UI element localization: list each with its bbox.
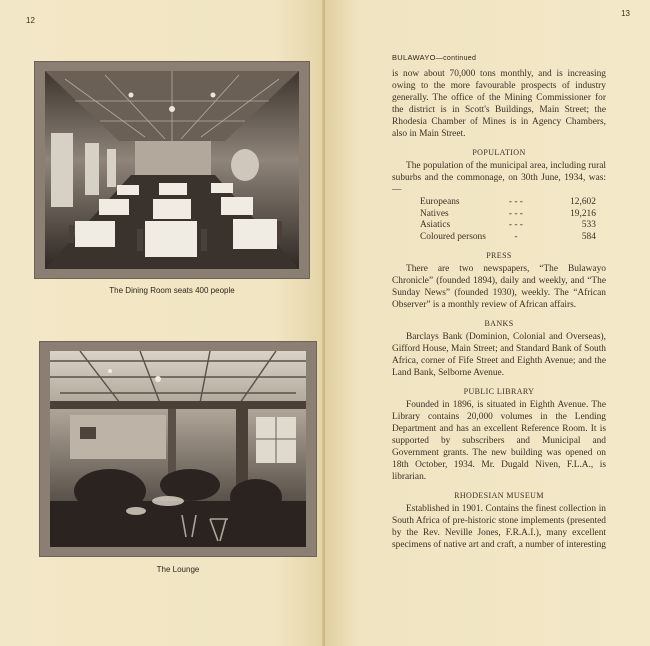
population-label: Natives [420, 208, 449, 219]
press-paragraph: There are two newspapers, “The Bulawayo Chronicle” (founded 1894), daily and weekly, and “The Sunday News” (founded 1930), weekly. The “African Observer” is a monthly review of African affairs. [392, 264, 606, 310]
library-heading: PUBLIC LIBRARY [463, 387, 535, 396]
population-heading: POPULATION [472, 148, 526, 157]
population-table [420, 197, 596, 243]
population-dashes: - - - [508, 220, 523, 230]
dining-room-caption: The Dining Room seats 400 people [109, 286, 235, 295]
population-value: 584 [581, 231, 596, 242]
library-paragraph: Founded in 1896, is situated in Eighth Avenue. The Library contains 20,000 volumes in the Lending Department and has an excellent Reference Room. It is supported by subscribers and Municipal and Government grants. The new building was opened on 18th October, 1934. Mr. Dugald Niven, F.L.A., is librarian. [392, 400, 606, 482]
running-head-continued: —continued [435, 55, 477, 62]
population-value: 533 [581, 220, 596, 230]
banks-heading: BANKS [484, 319, 514, 328]
population-label: Coloured persons [420, 231, 486, 242]
running-head-title: BULAWAYO [392, 53, 436, 62]
lounge-caption: The Lounge [156, 565, 200, 574]
right-page-number: 13 [621, 9, 630, 18]
dining-room-image [45, 71, 299, 269]
population-label: Asiatics [420, 220, 451, 230]
left-page-number: 12 [26, 16, 35, 25]
dining-room-photo [45, 71, 299, 269]
article-text [392, 52, 606, 551]
museum-heading: RHODESIAN MUSEUM [454, 491, 544, 500]
table-row [420, 220, 596, 232]
population-dashes: - - - [508, 208, 523, 219]
lounge-photo-frame [40, 342, 316, 556]
dining-room-photo-frame [35, 62, 309, 278]
population-label: Europeans [420, 197, 460, 207]
table-row [420, 209, 596, 221]
banks-paragraph: Barclays Bank (Dominion, Colonial and Overseas), Gifford House, Main Street; and Standard Bank of South Africa, corner of Fife Street and Eighth Avenue; and the Land Bank, Selborne Avenue. [392, 332, 606, 378]
population-dashes: - [514, 231, 518, 242]
table-row [420, 232, 596, 244]
lounge-photo [50, 351, 306, 547]
museum-paragraph: Established in 1901. Contains the finest collection in South Africa of pre-historic stone implements (presented by the Rev. Neville Jones, F.R.A.I.), many excellent specimens of native art and craft, a number of interesting [392, 504, 606, 550]
intro-paragraph: is now about 70,000 tons monthly, and is increasing owing to the more favourable prospects of industry generally. The office of the Mining Commissioner for the district is in Scott's Buildings, Main Street; the Rhodesia Chamber of Mines is in Agency Chambers, also in Main Street. [392, 69, 606, 139]
population-value: 12,602 [570, 197, 596, 207]
lounge-image [50, 351, 306, 547]
population-paragraph: The population of the municipal area, including rural suburbs and the commonage, on 30th June, 1934, was:— [392, 161, 606, 195]
table-row [420, 197, 596, 209]
press-heading: PRESS [486, 251, 512, 260]
running-head [392, 52, 606, 65]
population-value: 19,216 [570, 208, 596, 219]
population-dashes: - - - [508, 197, 523, 207]
